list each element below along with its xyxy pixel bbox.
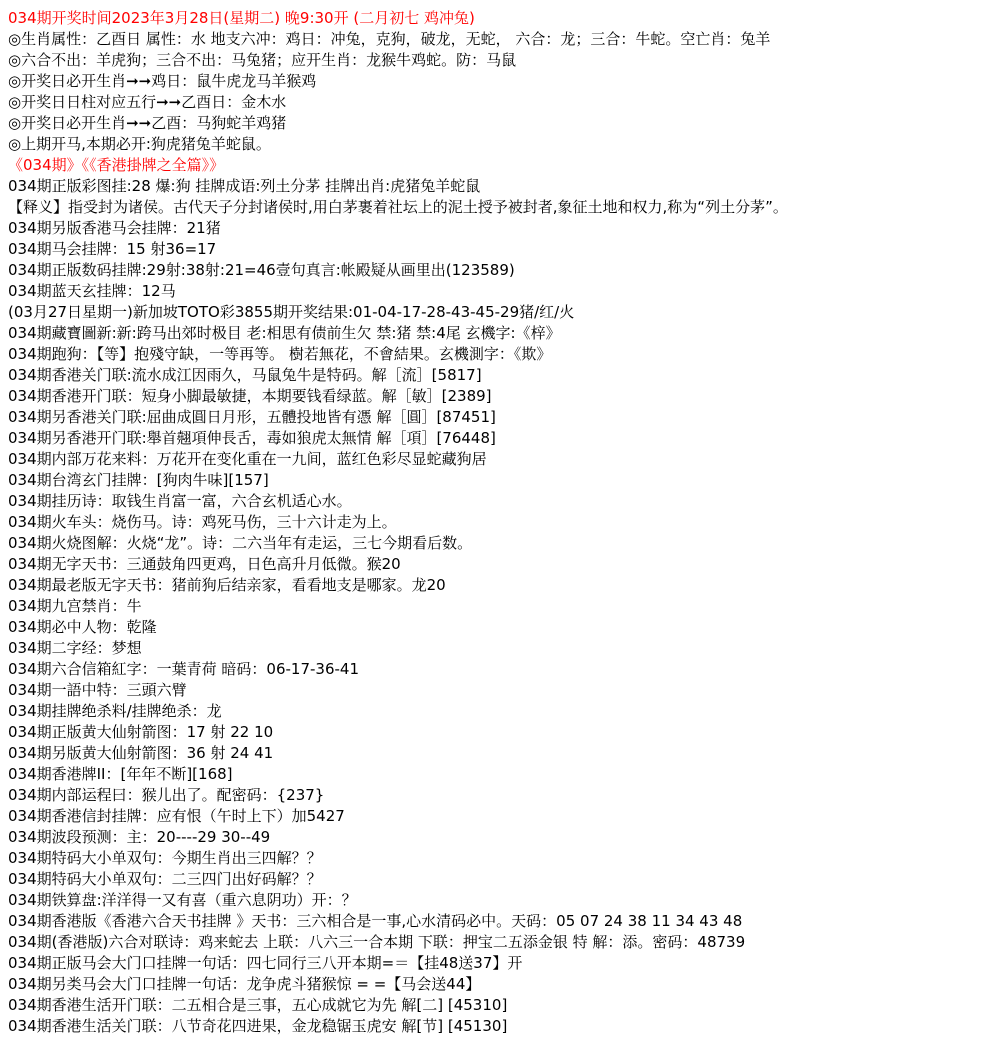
text-line: 034期香港牌II：[年年不断][168]: [8, 765, 233, 783]
text-line: 【释义】指受封为诸侯。古代天子分封诸侯时,用白茅裹着社坛上的泥土授予被封者,象征土地和权力,称为“列土分茅”。: [8, 198, 788, 216]
text-line: 034期另类马会大门口挂牌一句话：龙争虎斗猪猴惊 = =【马会送44】: [8, 975, 481, 993]
text-line: 034期正版彩图挂:28 爆:狗 挂牌成语:列土分茅 挂牌出肖:虎猪兔羊蛇鼠: [8, 177, 481, 195]
text-line: 034期台湾玄门挂牌：[狗肉牛味][157]: [8, 471, 269, 489]
text-line: 034期跑狗：【等】抱殘守缺，一等再等。 樹若無花，不會結果。玄機測字：《欺》: [8, 345, 552, 363]
text-line: 034期六合信箱紅字：一葉青荷 暗码：06-17-36-41: [8, 660, 359, 678]
text-line: 034期正版黄大仙射箭图：17 射 22 10: [8, 723, 274, 741]
text-line: 034期特码大小单双句：二三四门出好码解？？: [8, 870, 322, 888]
text-line: 034期九宫禁肖：牛: [8, 597, 142, 615]
text-line: 034期特码大小单双句：今期生肖出三四解？？: [8, 849, 322, 867]
text-line: 034期内部万花来料：万花开在变化重在一九间，蓝红色彩尽显蛇藏狗居: [8, 450, 487, 468]
text-line: 034期无字天书：三通鼓角四更鸡，日色高升月低微。猴20: [8, 555, 401, 573]
text-line: ◎开奖日日柱对应五行➞➞乙酉日：金木水: [8, 93, 287, 111]
text-line: 034期必中人物：乾隆: [8, 618, 157, 636]
text-line: 034期一語中特：三頭六臂: [8, 681, 187, 699]
text-line: 034期火车头：烧伤马。诗：鸡死马伤，三十六计走为上。: [8, 513, 397, 531]
text-line: 034期二字经：梦想: [8, 639, 142, 657]
text-line: ◎上期开马,本期必开:狗虎猪兔羊蛇鼠。: [8, 135, 271, 153]
text-line: 034期香港信封挂牌：应有恨（午时上下）加5427: [8, 807, 345, 825]
text-line: 034期最老版无字天书：猪前狗后结亲家，看看地支是哪家。龙20: [8, 576, 446, 594]
text-line: 034期内部运程曰：猴儿出了。配密码：{237}: [8, 786, 325, 804]
text-line: 034期挂牌绝杀料/挂牌绝杀：龙: [8, 702, 222, 720]
text-line: ◎开奖日必开生肖➞➞乙酉：马狗蛇羊鸡猪: [8, 114, 287, 132]
text-line: 034期正版马会大门口挂牌一句话：四七同行三八开本期=＝【挂48送37】开: [8, 954, 523, 972]
text-line: 034期香港开门联：短身小脚最敏捷，本期要钱看绿蓝。解［敏］[2389]: [8, 387, 492, 405]
text-line: 034期藏寶圖新:新:跨马出郊时极目 老:相思有债前生欠 禁:猪 禁:4尾 玄機字:《梓》: [8, 324, 561, 342]
text-line: 034期香港生活关门联：八节奇花四进果，金龙稳锯玉虎安 解[节] [45130]: [8, 1017, 508, 1035]
text-line: 034期香港关门联:流水成江因雨久，马鼠兔牛是特码。解［流］[5817]: [8, 366, 482, 384]
highlight-heading-line: 034期开奖时间2023年3月28日(星期二) 晚9:30开 (二月初七 鸡冲兔): [8, 9, 475, 27]
text-line: ◎六合不出：羊虎狗；三合不出：马兔猪；应开生肖：龙猴牛鸡蛇。防：马鼠: [8, 51, 517, 69]
text-line: 034期正版数码挂牌:29射:38射:21=46壹句真言:帐殿疑从画里出(123589): [8, 261, 515, 279]
text-line: 034期铁算盘:洋洋得一又有喜（重六息阴功）开：？: [8, 891, 357, 909]
text-line: 034期另香港关门联:屈曲成圓日月形，五體投地皆有憑 解［圓］[87451]: [8, 408, 496, 426]
text-line: 034期马会挂牌：15 射36=17: [8, 240, 217, 258]
text-line: 034期挂历诗：取钱生肖富一富，六合玄机适心水。: [8, 492, 352, 510]
text-line: 034期香港版《香港六合天书挂牌 》天书：三六相合是一事,心水清码必中。天码：05 07 24 38 11 34 43 48: [8, 912, 743, 930]
text-line: ◎生肖属性：乙酉日 属性：水 地支六冲：鸡日：冲兔，克狗，破龙，无蛇， 六合：龙；三合：牛蛇。空亡肖：兔羊: [8, 30, 771, 48]
text-line: 034期香港生活开门联：二五相合是三事，五心成就它为先 解[二] [45310]: [8, 996, 508, 1014]
text-line: ◎开奖日必开生肖➞➞鸡日：鼠牛虎龙马羊猴鸡: [8, 72, 317, 90]
text-line: 034期火烧图解：火烧“龙”。诗：二六当年有走运，三七今期看后数。: [8, 534, 473, 552]
text-line: 034期(香港版)六合对联诗：鸡来蛇去 上联：八六三一合本期 下联：押宝二五添金银 特 解：添。密码：48739: [8, 933, 746, 951]
text-line: (03月27日星期一)新加坡TOTO彩3855期开奖结果:01-04-17-28-43-45-29猪/红/火: [8, 303, 575, 321]
highlight-heading-line: 《034期》《《香港掛牌之全篇》》: [8, 156, 225, 174]
text-line: 034期波段预测：主：20----29 30--49: [8, 828, 271, 846]
text-line: 034期另版黄大仙射箭图：36 射 24 41: [8, 744, 274, 762]
text-line: 034期蓝天玄挂牌：12马: [8, 282, 176, 300]
text-line: 034期另版香港马会挂牌：21猪: [8, 219, 221, 237]
text-line: 034期另香港开门联:舉首翹項伸長舌，毒如狼虎太無情 解［項］[76448]: [8, 429, 496, 447]
